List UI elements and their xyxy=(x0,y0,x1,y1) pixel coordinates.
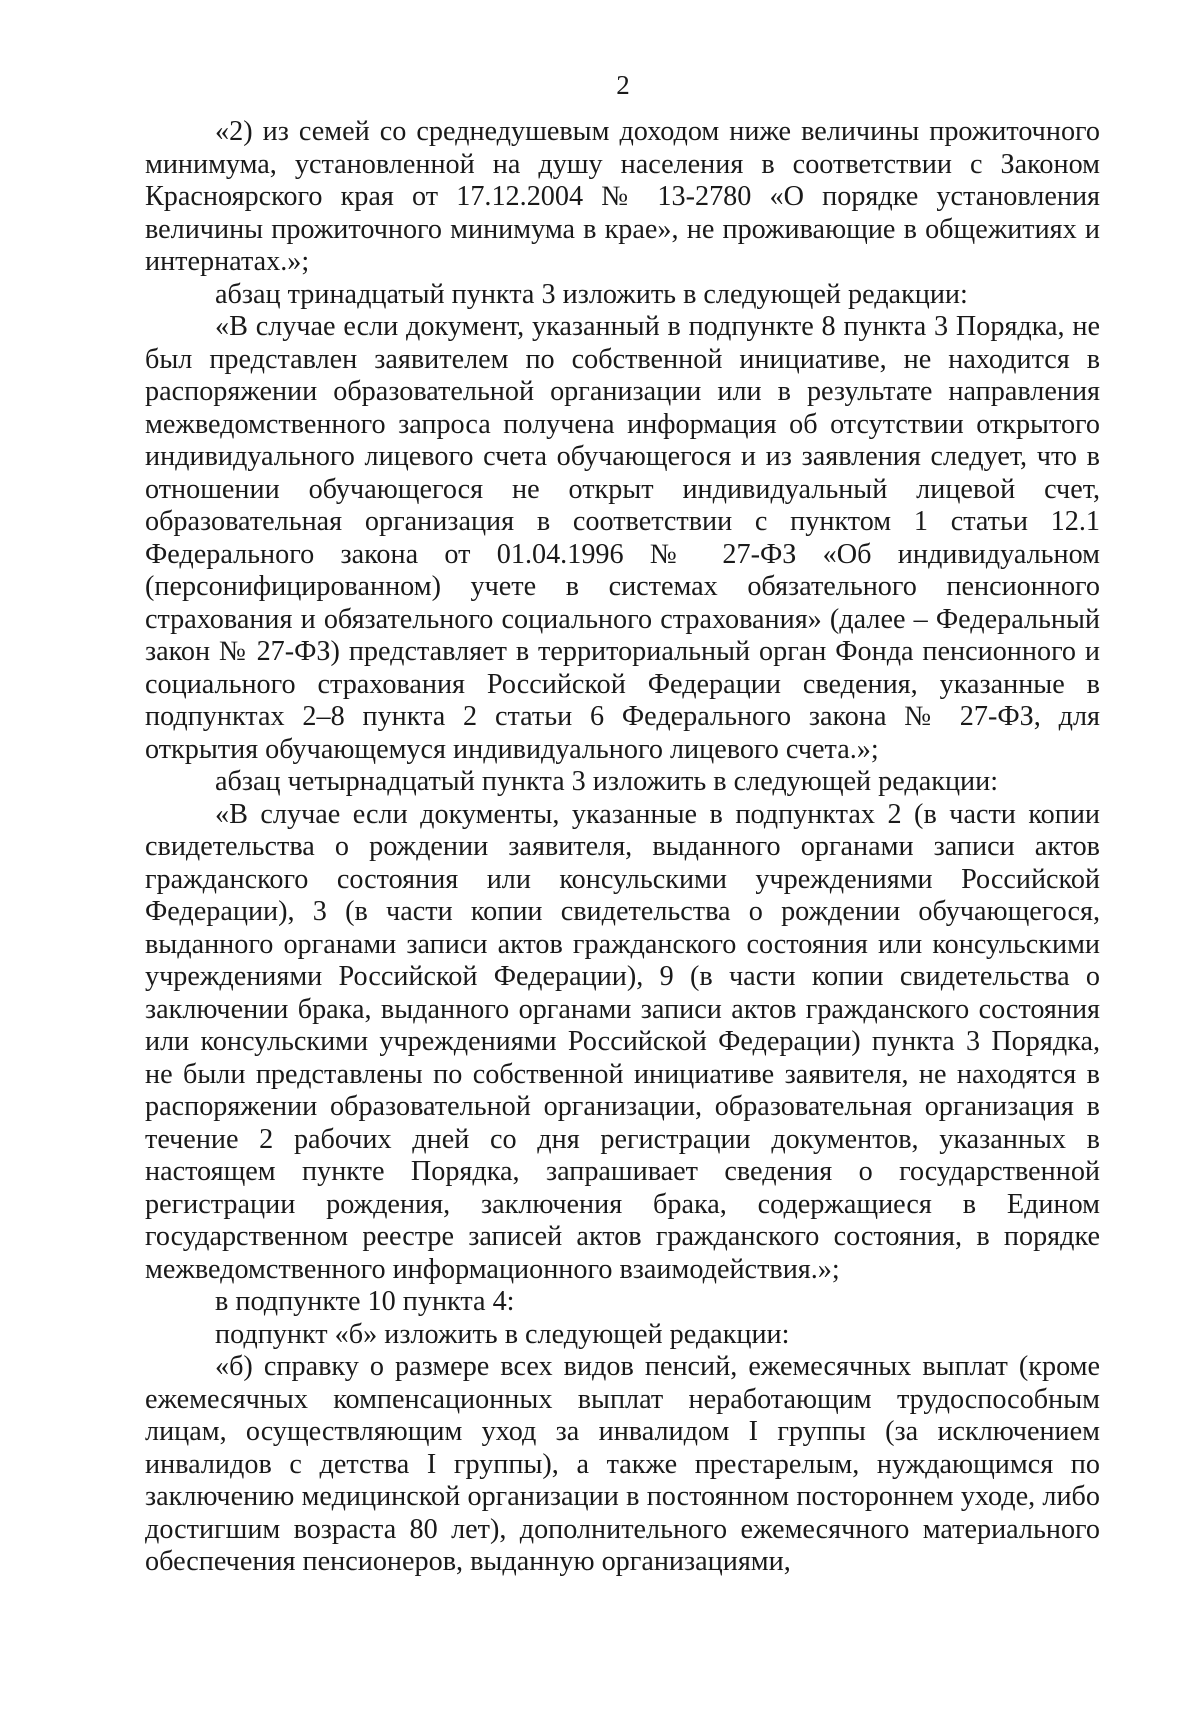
paragraph-amend-14th: абзац четырнадцатый пункта 3 изложить в следующей редакции: xyxy=(215,766,999,797)
paragraph-civil-registry: «В случае если документы, указанные в подпунктах 2 (в части копии свидетельства о рождении заявителя, выданного органами записи актов гражданского состояния или консульскими учреждениями Российской Федерации), 3 (в части копии свидетельства о рождении обучающегося, выданного органами записи актов гражданского состояния или консульскими учреждениями Российской Федерации), 9 (в части копии свидетельства о заключении брака, выданного органами записи актов гражданского состояния или консульскими учреждениями Российской Федерации) пункта 3 Порядка, не были представлены по собственной инициативе заявителя, не находятся в распоряжении образовательной организации, образовательная организация в течение 2 рабочих дней со дня регистрации документов, указанных в настоящем пункте Порядка, запрашивает сведения о государственной регистрации рождения, заключения брака, содержащиеся в Едином государственном реестре записей актов гражданского состояния, в порядке межведомственного информационного взаимодействия.»; xyxy=(145,798,1100,1285)
paragraph-personal-account: «В случае если документ, указанный в подпункте 8 пункта 3 Порядка, не был представлен заявителем по собственной инициативе, не находится в распоряжении образовательной организации или в результате направления межведомственного запроса получена информация об отсутствии открытого индивидуального лицевого счета обучающегося и из заявления следует, что в отношении обучающегося не открыт индивидуальный лицевой счет, образовательная организация в соответствии с пунктом 1 статьи 12.1 Федерального закона от 01.04.1996 № 27-ФЗ «Об индивидуальном (персонифицированном) учете в системах обязательного пенсионного страхования и обязательного социального страхования» (далее – Федеральный закон № 27-ФЗ) представляет в территориальный орган Фонда пенсионного и социального страхования Российской Федерации сведения, указанные в подпунктах 2–8 пункта 2 статьи 6 Федерального закона № 27-ФЗ, для открытия обучающемуся индивидуального лицевого счета.»; xyxy=(145,311,1100,765)
page-number: 2 xyxy=(616,70,630,100)
paragraph-family-income: «2) из семей со среднедушевым доходом ниже величины прожиточного минимума, установленной на душу населения в соответствии с Законом Красноярского края от 17.12.2004 № 13-2780 «О порядке установления величины прожиточного минимума в крае», не проживающие в общежитиях и интернатах.»; xyxy=(145,116,1100,277)
paragraph-subpoint-b: подпункт «б» изложить в следующей редакции: xyxy=(215,1318,790,1350)
paragraph-pension-certificate: «б) справку о размере всех видов пенсий, ежемесячных выплат (кроме ежемесячных компенсационных выплат неработающим трудоспособным лицам, осуществляющим уход за инвалидом I группы (за исключением инвалидов с детства I группы), а также престарелым, нуждающимся по заключению медицинской организации в постоянном постороннем уходе, либо достигшим возраста 80 лет), дополнительного ежемесячного материального обеспечения пенсионеров, выданную организациями, xyxy=(145,1351,1100,1577)
paragraph-subpoint-10: в подпункте 10 пункта 4: xyxy=(215,1286,515,1317)
paragraph-amend-13th: абзац тринадцатый пункта 3 изложить в следующей редакции: xyxy=(215,278,968,310)
document-body xyxy=(145,116,1100,1579)
